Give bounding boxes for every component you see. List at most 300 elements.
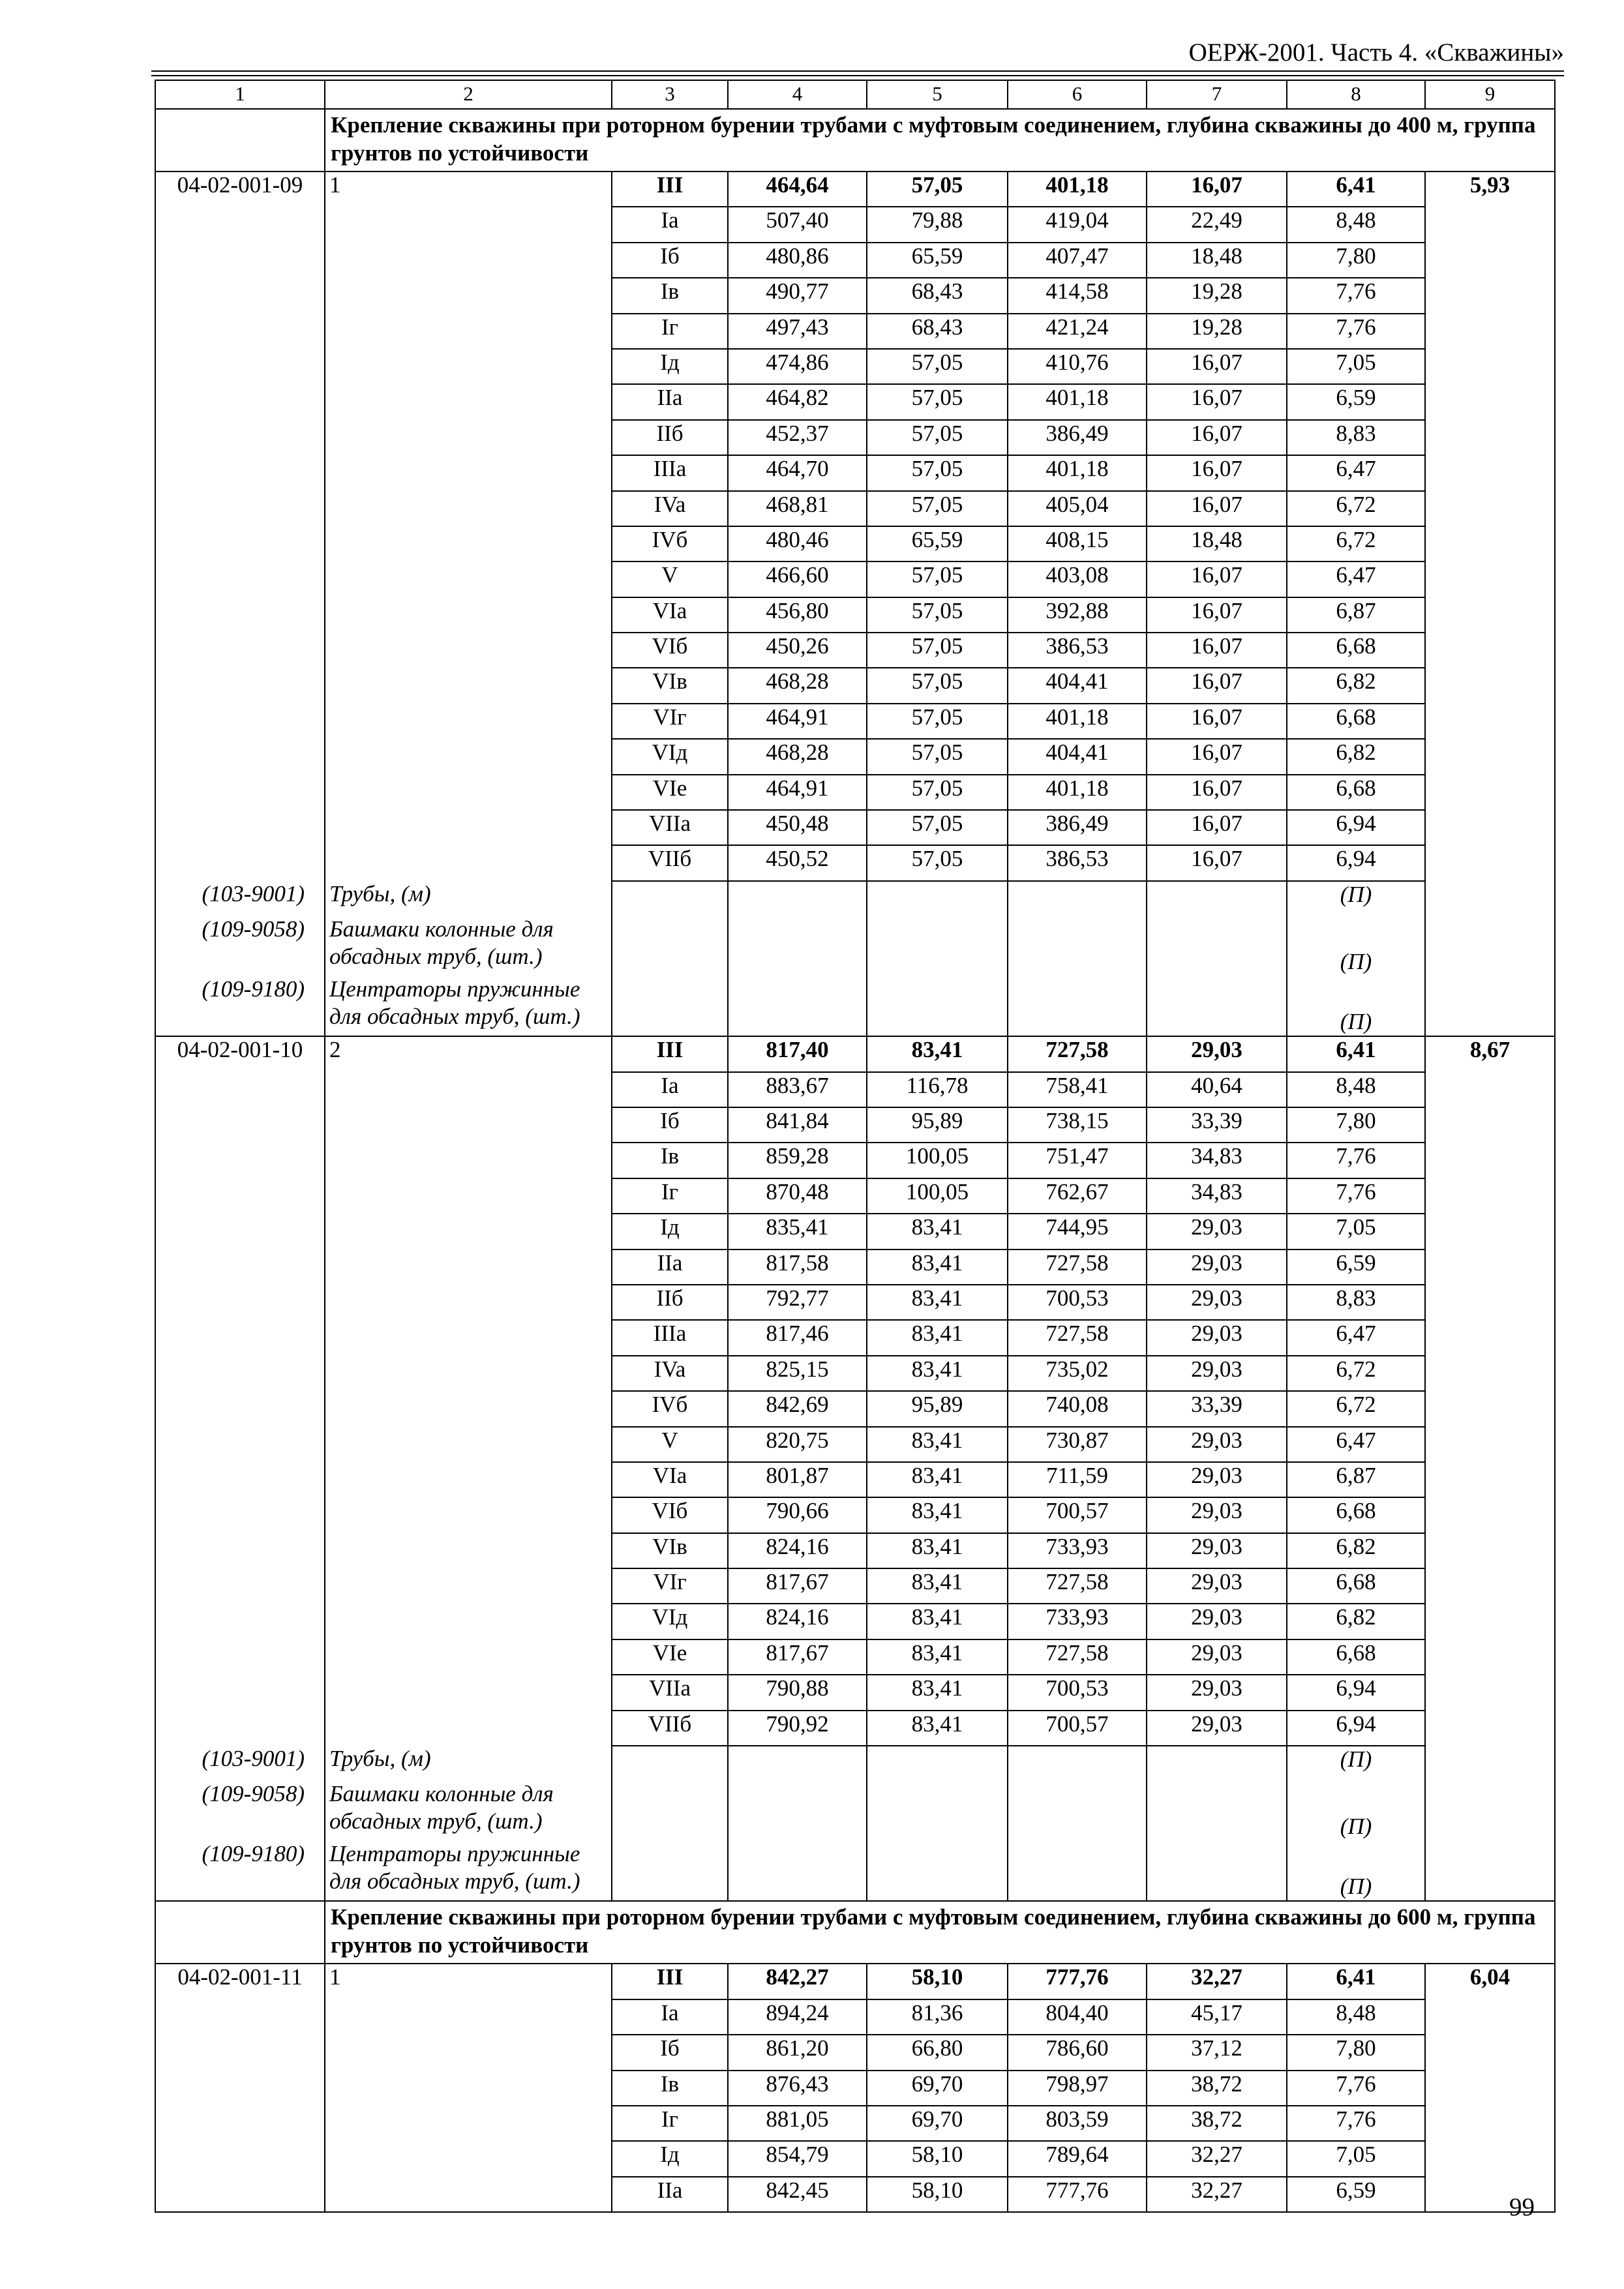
norm-data-row xyxy=(155,172,1555,207)
empty-cell xyxy=(867,1840,1008,1901)
empty-cell xyxy=(1425,491,1555,526)
norm-value-cell: 6,72 xyxy=(1287,491,1425,526)
empty-cell xyxy=(728,916,867,976)
norm-value-cell: 786,60 xyxy=(1008,2035,1147,2070)
norm-value-cell: 421,24 xyxy=(1008,314,1147,349)
resource-row xyxy=(155,1780,1555,1840)
norm-value-cell: 16,07 xyxy=(1147,739,1287,774)
norm-value-cell: 69,70 xyxy=(867,2106,1008,2141)
norm-value-cell: 7,05 xyxy=(1287,349,1425,384)
norm-number: 2 xyxy=(325,1036,612,1071)
norm-number: 1 xyxy=(325,172,612,207)
norm-value-cell: 407,47 xyxy=(1008,243,1147,278)
norm-data-row xyxy=(155,2106,1555,2141)
empty-cell xyxy=(1425,1356,1555,1391)
empty-cell xyxy=(155,2141,325,2176)
empty-cell xyxy=(1425,1285,1555,1320)
extra-value: 6,04 xyxy=(1425,1964,1555,1999)
empty-cell xyxy=(155,1901,325,1964)
norm-data-row xyxy=(155,810,1555,845)
soil-group-cell: IIб xyxy=(612,420,728,455)
norm-value-cell: 464,70 xyxy=(728,455,867,490)
norm-value-cell: 733,93 xyxy=(1008,1604,1147,1639)
norm-value-cell: 29,03 xyxy=(1147,1249,1287,1285)
norm-value-cell: 6,87 xyxy=(1287,1462,1425,1497)
soil-group-cell: Iб xyxy=(612,243,728,278)
empty-cell xyxy=(1147,1746,1287,1780)
empty-cell xyxy=(155,1320,325,1355)
norm-data-row xyxy=(155,1462,1555,1497)
empty-cell xyxy=(1147,881,1287,916)
norm-value-cell: 700,53 xyxy=(1008,1285,1147,1320)
soil-group-cell: Iв xyxy=(612,1143,728,1178)
soil-group-cell: VIв xyxy=(612,1533,728,1568)
norm-value-cell: 733,93 xyxy=(1008,1533,1147,1568)
empty-cell xyxy=(155,1178,325,1214)
norm-value-cell: 16,07 xyxy=(1147,633,1287,668)
norm-value-cell: 45,17 xyxy=(1147,1999,1287,2035)
empty-cell xyxy=(155,2035,325,2070)
soil-group-cell: IVб xyxy=(612,526,728,561)
empty-cell xyxy=(1425,207,1555,242)
norm-data-row xyxy=(155,1999,1555,2035)
norm-value-cell: 29,03 xyxy=(1147,1285,1287,1320)
empty-cell xyxy=(1425,1214,1555,1249)
soil-group-cell: VIг xyxy=(612,704,728,739)
soil-group-cell: VIIб xyxy=(612,1711,728,1746)
norm-value-cell: 403,08 xyxy=(1008,561,1147,597)
norm-value-cell: 16,07 xyxy=(1147,561,1287,597)
norm-value-cell: 29,03 xyxy=(1147,1711,1287,1746)
norm-value-cell: 452,37 xyxy=(728,420,867,455)
norm-value-cell: 83,41 xyxy=(867,1249,1008,1285)
norm-value-cell: 32,27 xyxy=(1147,1964,1287,1999)
norm-value-cell: 57,05 xyxy=(867,597,1008,633)
empty-cell xyxy=(155,633,325,668)
norm-data-row xyxy=(155,739,1555,774)
empty-cell xyxy=(155,1427,325,1462)
norm-value-cell: 68,43 xyxy=(867,278,1008,313)
soil-group-cell: IVa xyxy=(612,1356,728,1391)
norm-value-cell: 762,67 xyxy=(1008,1178,1147,1214)
norm-value-cell: 29,03 xyxy=(1147,1639,1287,1675)
empty-cell xyxy=(867,1746,1008,1780)
norm-value-cell: 57,05 xyxy=(867,810,1008,845)
norm-data-row xyxy=(155,384,1555,419)
norm-value-cell: 790,92 xyxy=(728,1711,867,1746)
empty-cell xyxy=(325,739,612,774)
norm-value-cell: 6,82 xyxy=(1287,739,1425,774)
norm-value-cell: 69,70 xyxy=(867,2071,1008,2106)
norm-value-cell: 57,05 xyxy=(867,739,1008,774)
resource-mark: (П) xyxy=(1287,1746,1425,1780)
norm-data-row xyxy=(155,1604,1555,1639)
empty-cell xyxy=(155,668,325,703)
norm-value-cell: 490,77 xyxy=(728,278,867,313)
empty-cell xyxy=(155,2106,325,2141)
soil-group-cell: VIIб xyxy=(612,845,728,880)
norm-value-cell: 405,04 xyxy=(1008,491,1147,526)
empty-cell xyxy=(325,455,612,490)
norm-value-cell: 6,47 xyxy=(1287,1427,1425,1462)
norm-value-cell: 83,41 xyxy=(867,1533,1008,1568)
norm-value-cell: 790,66 xyxy=(728,1497,867,1533)
norm-value-cell: 29,03 xyxy=(1147,1604,1287,1639)
norm-value-cell: 450,48 xyxy=(728,810,867,845)
norm-value-cell: 6,47 xyxy=(1287,561,1425,597)
norm-value-cell: 6,47 xyxy=(1287,1320,1425,1355)
norm-data-row xyxy=(155,526,1555,561)
norm-value-cell: 66,80 xyxy=(867,2035,1008,2070)
empty-cell xyxy=(867,1780,1008,1840)
soil-group-cell: Iд xyxy=(612,349,728,384)
column-number: 7 xyxy=(1147,80,1287,109)
norm-value-cell: 861,20 xyxy=(728,2035,867,2070)
empty-cell xyxy=(155,455,325,490)
norm-value-cell: 730,87 xyxy=(1008,1427,1147,1462)
norm-code: 04-02-001-09 xyxy=(155,172,325,207)
empty-cell xyxy=(612,1840,728,1901)
empty-cell xyxy=(1147,976,1287,1036)
norm-value-cell: 6,94 xyxy=(1287,1711,1425,1746)
empty-cell xyxy=(155,1462,325,1497)
norm-value-cell: 16,07 xyxy=(1147,349,1287,384)
norm-value-cell: 16,07 xyxy=(1147,384,1287,419)
norm-data-row xyxy=(155,775,1555,810)
norm-value-cell: 83,41 xyxy=(867,1285,1008,1320)
norm-value-cell: 401,18 xyxy=(1008,384,1147,419)
norm-value-cell: 841,84 xyxy=(728,1107,867,1143)
norm-value-cell: 81,36 xyxy=(867,1999,1008,2035)
norm-value-cell: 34,83 xyxy=(1147,1178,1287,1214)
empty-cell xyxy=(325,278,612,313)
empty-cell xyxy=(155,2177,325,2212)
empty-cell xyxy=(1425,1746,1555,1780)
resource-name: Башмаки колонные для обсадных труб, (шт.) xyxy=(325,916,612,976)
empty-cell xyxy=(1425,2177,1555,2212)
empty-cell xyxy=(1425,1143,1555,1178)
resource-code: (103-9001) xyxy=(155,881,325,916)
empty-cell xyxy=(1425,1840,1555,1901)
resource-mark: (П) xyxy=(1287,976,1425,1036)
empty-cell xyxy=(1425,597,1555,633)
norm-value-cell: 83,41 xyxy=(867,1675,1008,1710)
norm-value-cell: 7,05 xyxy=(1287,1214,1425,1249)
empty-cell xyxy=(1425,668,1555,703)
norm-value-cell: 29,03 xyxy=(1147,1497,1287,1533)
norm-value-cell: 700,57 xyxy=(1008,1711,1147,1746)
soil-group-cell: IIa xyxy=(612,1249,728,1285)
norm-value-cell: 8,48 xyxy=(1287,1999,1425,2035)
soil-group-cell: Iб xyxy=(612,2035,728,2070)
empty-cell xyxy=(1425,1320,1555,1355)
empty-cell xyxy=(155,314,325,349)
norm-value-cell: 83,41 xyxy=(867,1497,1008,1533)
norm-value-cell: 825,15 xyxy=(728,1356,867,1391)
empty-cell xyxy=(325,2177,612,2212)
norm-value-cell: 6,82 xyxy=(1287,1533,1425,1568)
empty-cell xyxy=(1425,455,1555,490)
empty-cell xyxy=(1008,976,1147,1036)
empty-cell xyxy=(155,739,325,774)
norm-value-cell: 6,72 xyxy=(1287,1391,1425,1426)
resource-name: Центраторы пружинные для обсадных труб, (шт.) xyxy=(325,1840,612,1901)
norm-value-cell: 740,08 xyxy=(1008,1391,1147,1426)
norm-data-row xyxy=(155,1072,1555,1107)
empty-cell xyxy=(325,349,612,384)
norm-value-cell: 95,89 xyxy=(867,1391,1008,1426)
norm-value-cell: 798,97 xyxy=(1008,2071,1147,2106)
norm-value-cell: 6,41 xyxy=(1287,1964,1425,1999)
norm-value-cell: 83,41 xyxy=(867,1604,1008,1639)
empty-cell xyxy=(1425,1178,1555,1214)
norm-data-row xyxy=(155,243,1555,278)
norm-value-cell: 68,43 xyxy=(867,314,1008,349)
empty-cell xyxy=(155,1568,325,1604)
empty-cell xyxy=(728,1780,867,1840)
norm-value-cell: 6,68 xyxy=(1287,775,1425,810)
section-title-row xyxy=(155,109,1555,172)
empty-cell xyxy=(1425,1107,1555,1143)
empty-cell xyxy=(612,916,728,976)
norm-value-cell: 474,86 xyxy=(728,349,867,384)
column-number: 5 xyxy=(867,80,1008,109)
soil-group-cell: VIe xyxy=(612,1639,728,1675)
column-number: 9 xyxy=(1425,80,1555,109)
resource-code: (109-9180) xyxy=(155,1840,325,1901)
column-number: 3 xyxy=(612,80,728,109)
norm-value-cell: 404,41 xyxy=(1008,739,1147,774)
norm-value-cell: 881,05 xyxy=(728,2106,867,2141)
norm-value-cell: 57,05 xyxy=(867,420,1008,455)
norm-value-cell: 817,58 xyxy=(728,1249,867,1285)
empty-cell xyxy=(155,810,325,845)
empty-cell xyxy=(1425,384,1555,419)
norm-value-cell: 6,94 xyxy=(1287,1675,1425,1710)
empty-cell xyxy=(325,491,612,526)
empty-cell xyxy=(1147,916,1287,976)
norm-value-cell: 842,69 xyxy=(728,1391,867,1426)
empty-cell xyxy=(1425,976,1555,1036)
empty-cell xyxy=(325,1072,612,1107)
empty-cell xyxy=(155,1391,325,1426)
empty-cell xyxy=(325,1391,612,1426)
empty-cell xyxy=(325,2106,612,2141)
soil-group-cell: VIIa xyxy=(612,810,728,845)
empty-cell xyxy=(1425,739,1555,774)
column-number: 6 xyxy=(1008,80,1147,109)
norm-data-row xyxy=(155,845,1555,880)
norm-value-cell: 6,47 xyxy=(1287,455,1425,490)
norm-value-cell: 95,89 xyxy=(867,1107,1008,1143)
empty-cell xyxy=(1147,1780,1287,1840)
norm-value-cell: 57,05 xyxy=(867,668,1008,703)
empty-cell xyxy=(1425,845,1555,880)
norm-value-cell: 57,05 xyxy=(867,775,1008,810)
resource-name: Башмаки колонные для обсадных труб, (шт.) xyxy=(325,1780,612,1840)
extra-value: 8,67 xyxy=(1425,1036,1555,1071)
norm-value-cell: 7,76 xyxy=(1287,2071,1425,2106)
column-number: 2 xyxy=(325,80,612,109)
soil-group-cell: Ia xyxy=(612,207,728,242)
empty-cell xyxy=(325,1356,612,1391)
norm-value-cell: 854,79 xyxy=(728,2141,867,2176)
extra-value: 5,93 xyxy=(1425,172,1555,207)
soil-group-cell: Iб xyxy=(612,1107,728,1143)
norm-value-cell: 29,03 xyxy=(1147,1320,1287,1355)
norm-value-cell: 33,39 xyxy=(1147,1107,1287,1143)
norm-value-cell: 16,07 xyxy=(1147,172,1287,207)
empty-cell xyxy=(1425,420,1555,455)
norm-value-cell: 38,72 xyxy=(1147,2106,1287,2141)
norm-value-cell: 29,03 xyxy=(1147,1568,1287,1604)
norm-value-cell: 401,18 xyxy=(1008,172,1147,207)
empty-cell xyxy=(155,845,325,880)
norm-value-cell: 29,03 xyxy=(1147,1356,1287,1391)
empty-cell xyxy=(728,1840,867,1901)
norm-value-cell: 18,48 xyxy=(1147,526,1287,561)
norm-value-cell: 7,80 xyxy=(1287,2035,1425,2070)
norm-value-cell: 738,15 xyxy=(1008,1107,1147,1143)
norm-value-cell: 6,94 xyxy=(1287,810,1425,845)
empty-cell xyxy=(155,1497,325,1533)
norm-value-cell: 751,47 xyxy=(1008,1143,1147,1178)
soil-group-cell: III xyxy=(612,1036,728,1071)
empty-cell xyxy=(325,1639,612,1675)
norm-value-cell: 8,48 xyxy=(1287,1072,1425,1107)
empty-cell xyxy=(155,1072,325,1107)
norm-data-row xyxy=(155,278,1555,313)
empty-cell xyxy=(155,597,325,633)
norm-data-row xyxy=(155,1214,1555,1249)
empty-cell xyxy=(1425,1249,1555,1285)
norm-value-cell: 58,10 xyxy=(867,2177,1008,2212)
norm-value-cell: 6,87 xyxy=(1287,597,1425,633)
empty-cell xyxy=(155,278,325,313)
empty-cell xyxy=(1425,1780,1555,1840)
norm-value-cell: 16,07 xyxy=(1147,704,1287,739)
norms-table xyxy=(155,80,1556,2213)
norm-value-cell: 33,39 xyxy=(1147,1391,1287,1426)
empty-cell xyxy=(1425,526,1555,561)
norm-value-cell: 65,59 xyxy=(867,526,1008,561)
resource-mark: (П) xyxy=(1287,881,1425,916)
norm-value-cell: 18,48 xyxy=(1147,243,1287,278)
norm-value-cell: 16,07 xyxy=(1147,455,1287,490)
page-number: 99 xyxy=(1509,2193,1535,2221)
resource-mark: (П) xyxy=(1287,916,1425,976)
soil-group-cell: Ia xyxy=(612,1072,728,1107)
soil-group-cell: Ia xyxy=(612,1999,728,2035)
soil-group-cell: IIa xyxy=(612,384,728,419)
norm-value-cell: 700,57 xyxy=(1008,1497,1147,1533)
norm-data-row xyxy=(155,491,1555,526)
norm-value-cell: 408,15 xyxy=(1008,526,1147,561)
norm-value-cell: 29,03 xyxy=(1147,1675,1287,1710)
norm-value-cell: 57,05 xyxy=(867,561,1008,597)
norm-data-row xyxy=(155,597,1555,633)
resource-row xyxy=(155,916,1555,976)
empty-cell xyxy=(1425,1604,1555,1639)
norm-data-row xyxy=(155,668,1555,703)
empty-cell xyxy=(1425,2071,1555,2106)
norm-value-cell: 57,05 xyxy=(867,172,1008,207)
empty-cell xyxy=(867,976,1008,1036)
empty-cell xyxy=(155,526,325,561)
norm-value-cell: 876,43 xyxy=(728,2071,867,2106)
norm-value-cell: 777,76 xyxy=(1008,1964,1147,1999)
norm-value-cell: 414,58 xyxy=(1008,278,1147,313)
norm-value-cell: 8,83 xyxy=(1287,1285,1425,1320)
norm-data-row xyxy=(155,633,1555,668)
empty-cell xyxy=(325,1604,612,1639)
empty-cell xyxy=(155,1604,325,1639)
norm-value-cell: 7,76 xyxy=(1287,278,1425,313)
norm-value-cell: 803,59 xyxy=(1008,2106,1147,2141)
empty-cell xyxy=(155,349,325,384)
norm-value-cell: 419,04 xyxy=(1008,207,1147,242)
page-header-title: ОЕРЖ-2001. Часть 4. «Скважины» xyxy=(1188,38,1564,67)
norm-data-row xyxy=(155,207,1555,242)
empty-cell xyxy=(325,2071,612,2106)
soil-group-cell: Iв xyxy=(612,278,728,313)
norm-data-row xyxy=(155,2177,1555,2212)
norm-value-cell: 700,53 xyxy=(1008,1675,1147,1710)
norm-value-cell: 57,05 xyxy=(867,384,1008,419)
soil-group-cell: Iд xyxy=(612,2141,728,2176)
norm-value-cell: 817,67 xyxy=(728,1568,867,1604)
norm-value-cell: 497,43 xyxy=(728,314,867,349)
norm-data-row xyxy=(155,1178,1555,1214)
norm-value-cell: 6,68 xyxy=(1287,704,1425,739)
empty-cell xyxy=(325,561,612,597)
resource-code: (109-9058) xyxy=(155,916,325,976)
norm-data-row xyxy=(155,1356,1555,1391)
norm-value-cell: 22,49 xyxy=(1147,207,1287,242)
norm-value-cell: 57,05 xyxy=(867,349,1008,384)
soil-group-cell: IIa xyxy=(612,2177,728,2212)
empty-cell xyxy=(1425,1711,1555,1746)
norm-value-cell: 6,72 xyxy=(1287,526,1425,561)
empty-cell xyxy=(155,1214,325,1249)
norm-value-cell: 38,72 xyxy=(1147,2071,1287,2106)
soil-group-cell: Iд xyxy=(612,1214,728,1249)
norm-value-cell: 29,03 xyxy=(1147,1214,1287,1249)
empty-cell xyxy=(155,2071,325,2106)
empty-cell xyxy=(1008,1746,1147,1780)
norm-value-cell: 468,28 xyxy=(728,739,867,774)
header-divider xyxy=(151,75,1564,76)
empty-cell xyxy=(325,314,612,349)
norm-value-cell: 401,18 xyxy=(1008,455,1147,490)
norm-value-cell: 29,03 xyxy=(1147,1036,1287,1071)
norm-value-cell: 16,07 xyxy=(1147,810,1287,845)
empty-cell xyxy=(155,1285,325,1320)
norm-value-cell: 6,72 xyxy=(1287,1356,1425,1391)
norm-data-row xyxy=(155,2035,1555,2070)
empty-cell xyxy=(1425,810,1555,845)
norm-number: 1 xyxy=(325,1964,612,1999)
soil-group-cell: V xyxy=(612,561,728,597)
empty-cell xyxy=(325,704,612,739)
norm-value-cell: 34,83 xyxy=(1147,1143,1287,1178)
norm-data-row xyxy=(155,349,1555,384)
norm-value-cell: 450,52 xyxy=(728,845,867,880)
empty-cell xyxy=(1425,1533,1555,1568)
norm-data-row xyxy=(155,1711,1555,1746)
soil-group-cell: Iг xyxy=(612,314,728,349)
norm-value-cell: 58,10 xyxy=(867,2141,1008,2176)
